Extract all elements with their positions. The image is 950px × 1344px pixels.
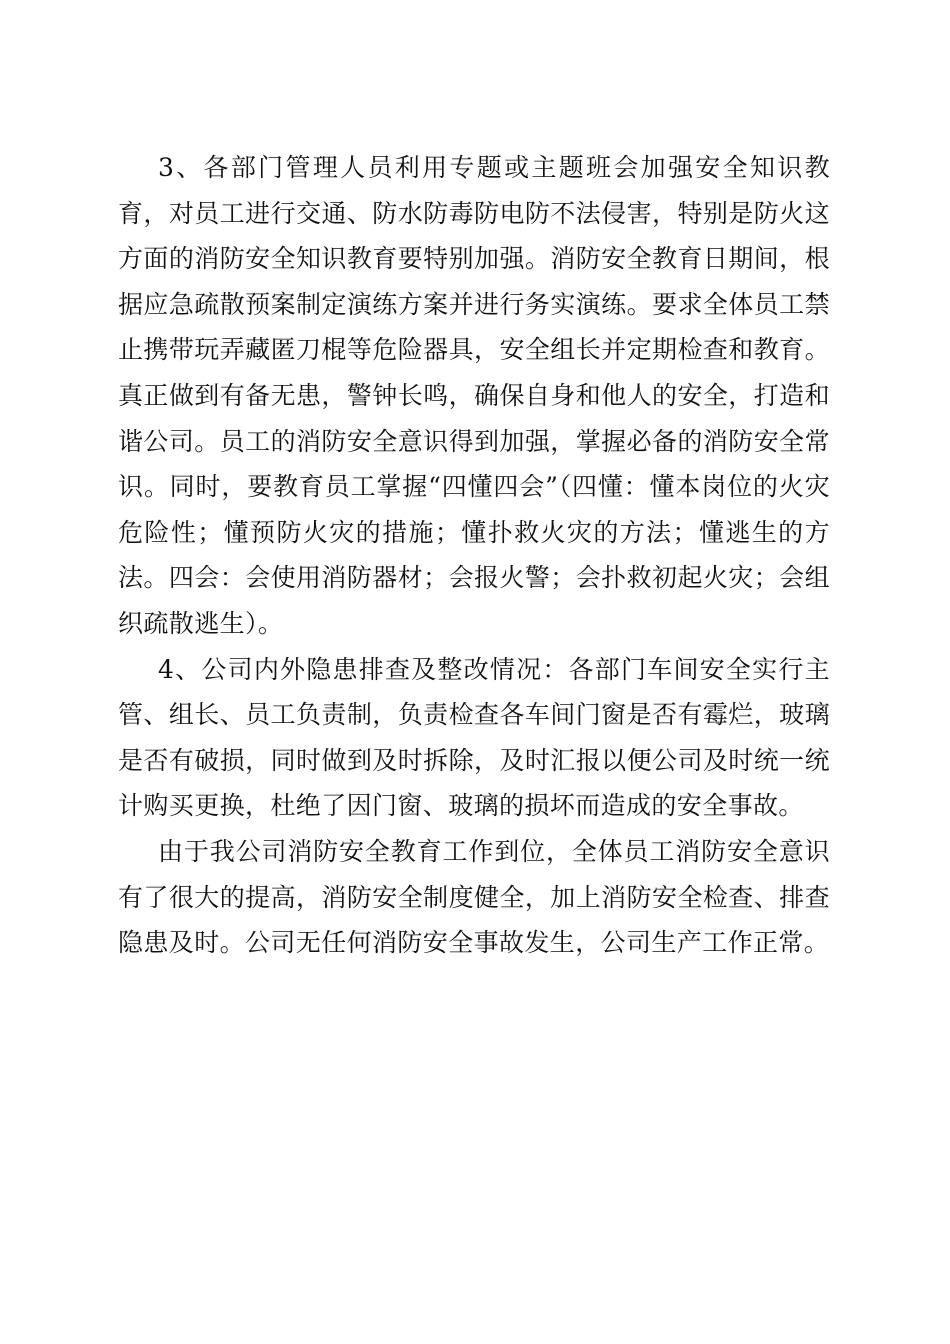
document-page (118, 145, 830, 966)
paragraph-conclusion: 由于我公司消防安全教育工作到位，全体员工消防安全意识有了很大的提高，消防安全制度健全，加上消防安全检查、排查隐患及时。公司无任何消防安全事故发生，公司生产工作正常。 (118, 836, 830, 958)
paragraph-item-3: 3、各部门管理人员利用专题或主题班会加强安全知识教育，对员工进行交通、防水防毒防电防不法侵害，特别是防火这方面的消防安全知识教育要特别加强。消防安全教育日期间，根据应急疏散预案制定演练方案并进行务实演练。要求全体员工禁止携带玩弄藏匿刀棍等危险器具，安全组长并定期检查和教育。真正做到有备无患，警钟长鸣，确保自身和他人的安全，打造和谐公司。员工的消防安全意识得到加强，掌握必备的消防安全常识。同时，要教育员工掌握“四懂四会”（四懂：懂本岗位的火灾危险性；懂预防火灾的措施；懂扑救火灾的方法；懂逃生的方法。四会：会使用消防器材；会报火警；会扑救初起火灾；会组织疏散逃生）。 (118, 153, 830, 638)
paragraph-item-4: 4、公司内外隐患排查及整改情况：各部门车间安全实行主管、组长、员工负责制，负责检查各车间门窗是否有霉烂，玻璃是否有破损，同时做到及时拆除，及时汇报以便公司及时统一统计购买更换，杜绝了因门窗、玻璃的损坏而造成的安全事故。 (118, 654, 830, 821)
